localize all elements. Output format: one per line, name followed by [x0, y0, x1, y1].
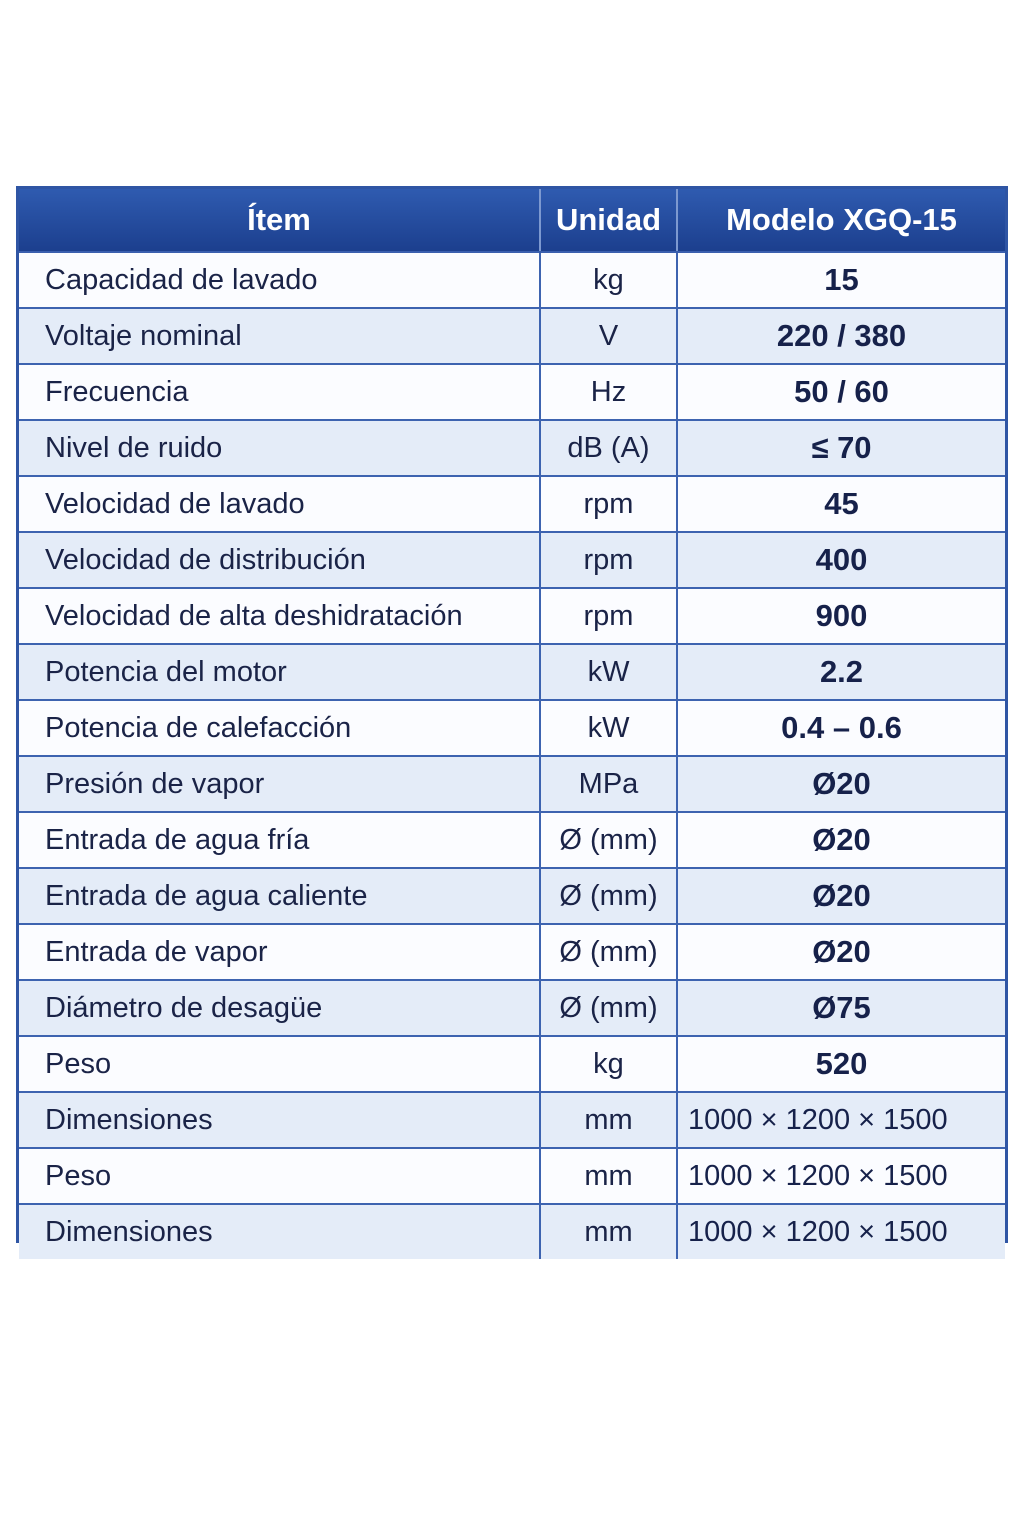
row-unit: Hz [540, 364, 677, 420]
row-item-label: Dimensiones [19, 1092, 540, 1148]
header-unit: Unidad [540, 189, 677, 252]
row-unit: mm [540, 1148, 677, 1204]
table-row [19, 420, 1005, 476]
table-row [19, 252, 1005, 308]
row-value: 15 [677, 252, 1005, 308]
row-unit: V [540, 308, 677, 364]
row-item-label: Entrada de vapor [19, 924, 540, 980]
row-item-label: Peso [19, 1036, 540, 1092]
row-unit: dB (A) [540, 420, 677, 476]
table-row [19, 700, 1005, 756]
row-item-label: Diámetro de desagüe [19, 980, 540, 1036]
row-item-label: Voltaje nominal [19, 308, 540, 364]
row-value: Ø20 [677, 812, 1005, 868]
row-item-label: Entrada de agua fría [19, 812, 540, 868]
row-unit: mm [540, 1092, 677, 1148]
row-item-label: Potencia de calefacción [19, 700, 540, 756]
row-value: 50 / 60 [677, 364, 1005, 420]
table-row [19, 756, 1005, 812]
row-value: 900 [677, 588, 1005, 644]
row-unit: Ø (mm) [540, 924, 677, 980]
row-item-label: Velocidad de alta deshidratación [19, 588, 540, 644]
row-value: 1000 × 1200 × 1500 [677, 1148, 1005, 1204]
row-value: 0.4 – 0.6 [677, 700, 1005, 756]
table-body [19, 252, 1005, 1259]
row-item-label: Potencia del motor [19, 644, 540, 700]
table-header [19, 189, 1005, 252]
row-value: 1000 × 1200 × 1500 [677, 1092, 1005, 1148]
table-row [19, 476, 1005, 532]
row-unit: kg [540, 252, 677, 308]
row-unit: Ø (mm) [540, 980, 677, 1036]
table-row [19, 924, 1005, 980]
row-item-label: Nivel de ruido [19, 420, 540, 476]
row-value: 520 [677, 1036, 1005, 1092]
row-item-label: Entrada de agua caliente [19, 868, 540, 924]
table-row [19, 868, 1005, 924]
table-row [19, 588, 1005, 644]
row-value: 1000 × 1200 × 1500 [677, 1204, 1005, 1259]
table-row [19, 1092, 1005, 1148]
row-unit: kW [540, 700, 677, 756]
table-row [19, 1148, 1005, 1204]
row-unit: Ø (mm) [540, 812, 677, 868]
row-value: 220 / 380 [677, 308, 1005, 364]
row-item-label: Peso [19, 1148, 540, 1204]
row-unit: rpm [540, 532, 677, 588]
row-value: 400 [677, 532, 1005, 588]
table-row [19, 1204, 1005, 1259]
row-item-label: Velocidad de lavado [19, 476, 540, 532]
table-row [19, 532, 1005, 588]
spec-table [19, 189, 1005, 1259]
row-unit: mm [540, 1204, 677, 1259]
row-item-label: Dimensiones [19, 1204, 540, 1259]
table-row [19, 980, 1005, 1036]
row-value: Ø75 [677, 980, 1005, 1036]
table-row [19, 644, 1005, 700]
row-value: 45 [677, 476, 1005, 532]
header-item: Ítem [19, 189, 540, 252]
row-item-label: Frecuencia [19, 364, 540, 420]
row-item-label: Presión de vapor [19, 756, 540, 812]
row-unit: rpm [540, 476, 677, 532]
header-row [19, 189, 1005, 252]
table-row [19, 308, 1005, 364]
row-value: Ø20 [677, 868, 1005, 924]
table-row [19, 364, 1005, 420]
row-unit: rpm [540, 588, 677, 644]
table-row [19, 812, 1005, 868]
row-value: ≤ 70 [677, 420, 1005, 476]
row-value: 2.2 [677, 644, 1005, 700]
row-value: Ø20 [677, 756, 1005, 812]
row-unit: kW [540, 644, 677, 700]
table-row [19, 1036, 1005, 1092]
row-unit: kg [540, 1036, 677, 1092]
spec-table-frame [16, 186, 1008, 1248]
row-unit: Ø (mm) [540, 868, 677, 924]
row-item-label: Capacidad de lavado [19, 252, 540, 308]
row-value: Ø20 [677, 924, 1005, 980]
header-model: Modelo XGQ-15 [677, 189, 1005, 252]
row-unit: MPa [540, 756, 677, 812]
row-item-label: Velocidad de distribución [19, 532, 540, 588]
